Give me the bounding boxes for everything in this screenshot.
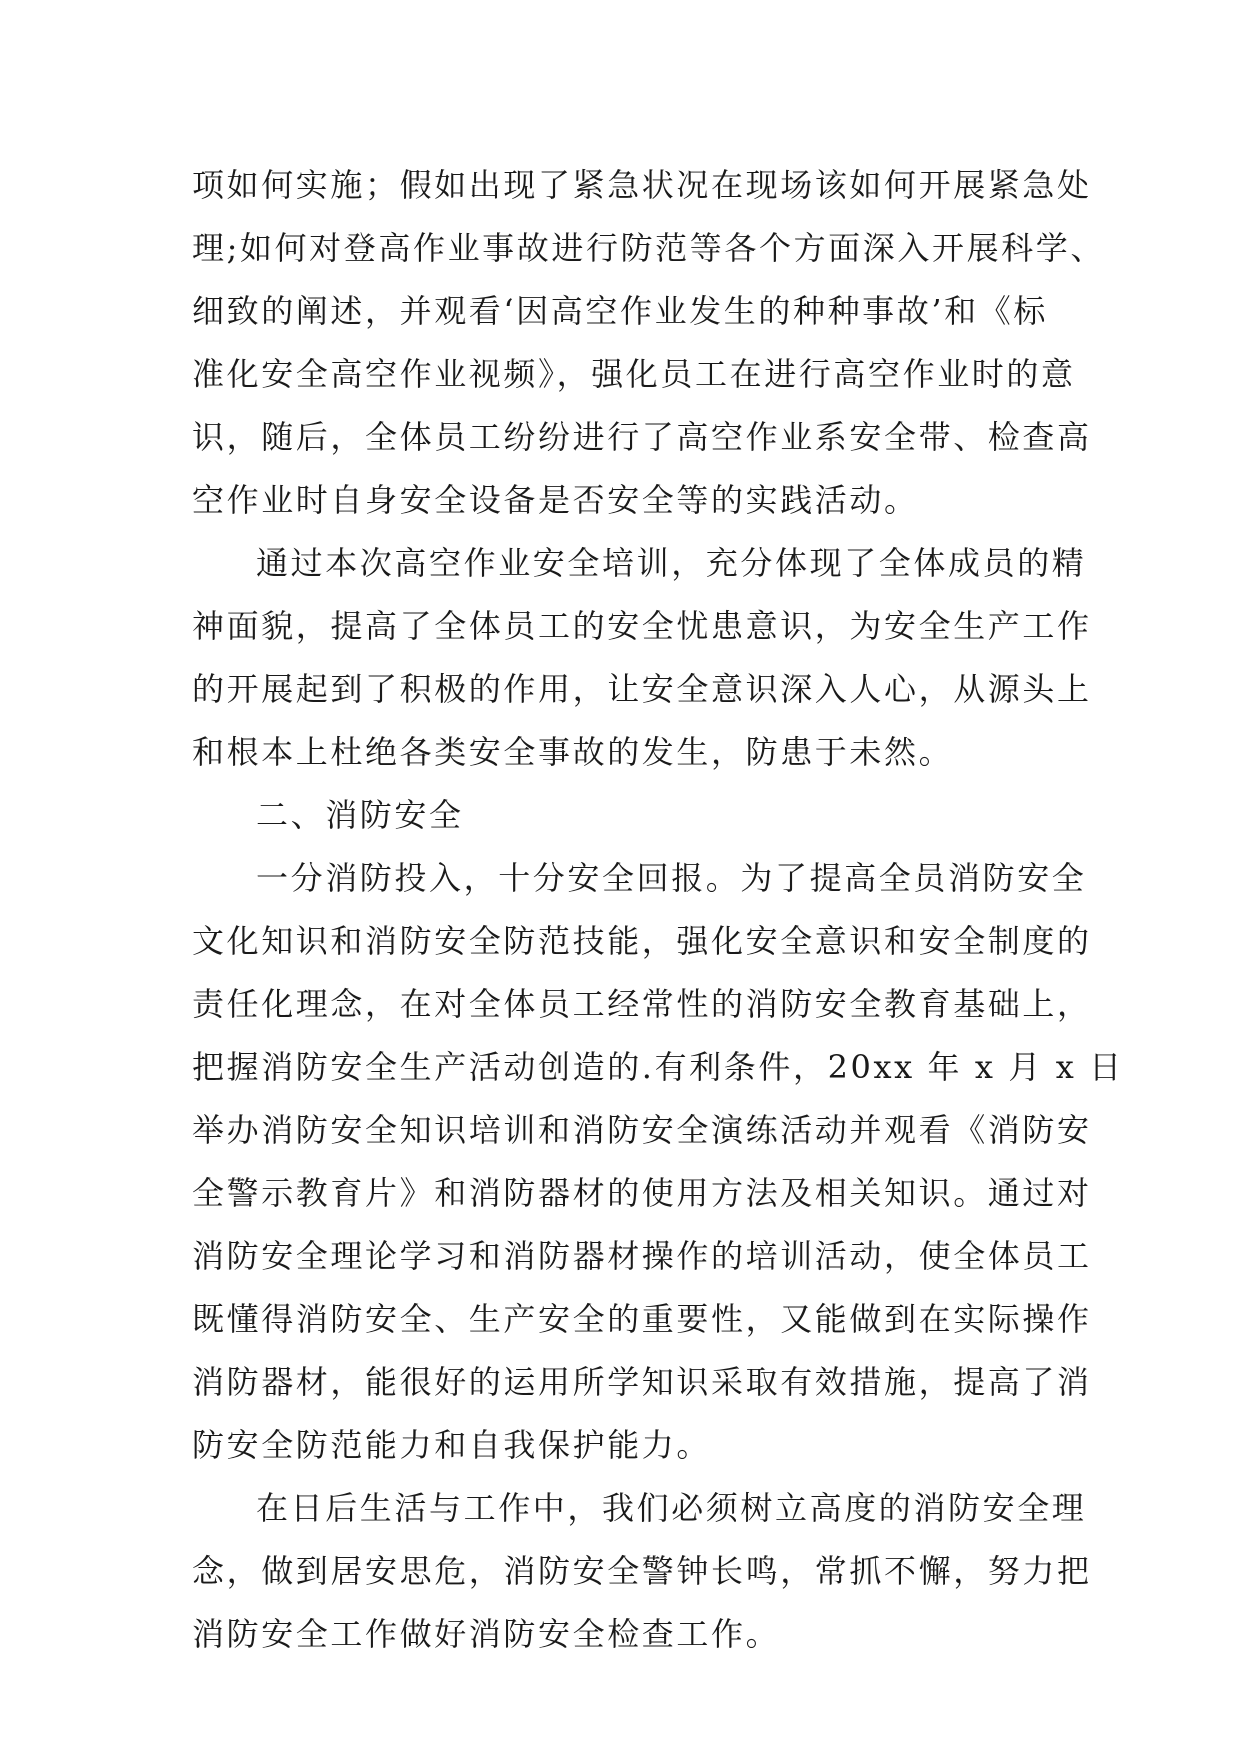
text-line: 和根本上杜绝各类安全事故的发生，防患于未然。 [192,733,954,771]
text-line: 举办消防安全知识培训和消防安全演练活动并观看《消防安 [192,1111,1092,1149]
text-line: 文化知识和消防安全防范技能，强化安全意识和安全制度的 [192,922,1092,960]
text-line: 准化安全高空作业视频》，强化员工在进行高空作业时的意 [192,355,1076,393]
paragraph-first-line: 通过本次高空作业安全培训，充分体现了全体成员的精 [256,544,1087,582]
text-line: 神面貌，提高了全体员工的安全忧患意识，为安全生产工作 [192,607,1092,645]
text-line: 念，做到居安思危，消防安全警钟长鸣，常抓不懈，努力把 [192,1552,1092,1590]
text-line: 防安全防范能力和自我保护能力。 [192,1426,712,1464]
text-line: 既懂得消防安全、生产安全的重要性，又能做到在实际操作 [192,1300,1092,1338]
text-line: 细致的阐述，并观看‘因高空作业发生的种种事故’和《标 [192,292,1048,330]
text-line: 消防安全理论学习和消防器材操作的培训活动，使全体员工 [192,1237,1092,1275]
text-line: 把握消防安全生产活动创造的.有利条件，20xx 年 x 月 x 日 [192,1048,1124,1086]
text-line: 消防器材，能很好的运用所学知识采取有效措施，提高了消 [192,1363,1092,1401]
text-line: 全警示教育片》和消防器材的使用方法及相关知识。通过对 [192,1174,1092,1212]
text-line: 消防安全工作做好消防安全检查工作。 [192,1615,781,1653]
text-line: 责任化理念，在对全体员工经常性的消防安全教育基础上， [192,985,1092,1023]
text-line: 的开展起到了积极的作用，让安全意识深入人心，从源头上 [192,670,1092,708]
paragraph-first-line: 在日后生活与工作中，我们必须树立高度的消防安全理 [256,1489,1087,1527]
paragraph-first-line: 一分消防投入，十分安全回报。为了提高全员消防安全 [256,859,1087,897]
text-line: 识，随后，全体员工纷纷进行了高空作业系安全带、检查高 [192,418,1092,456]
text-line: 项如何实施；假如出现了紧急状况在现场该如何开展紧急处 [192,166,1092,204]
text-line: 空作业时自身安全设备是否安全等的实践活动。 [192,481,919,519]
text-line: 理;如何对登高作业事故进行防范等各个方面深入开展科学、 [192,229,1105,267]
section-heading: 二、消防安全 [256,796,464,834]
